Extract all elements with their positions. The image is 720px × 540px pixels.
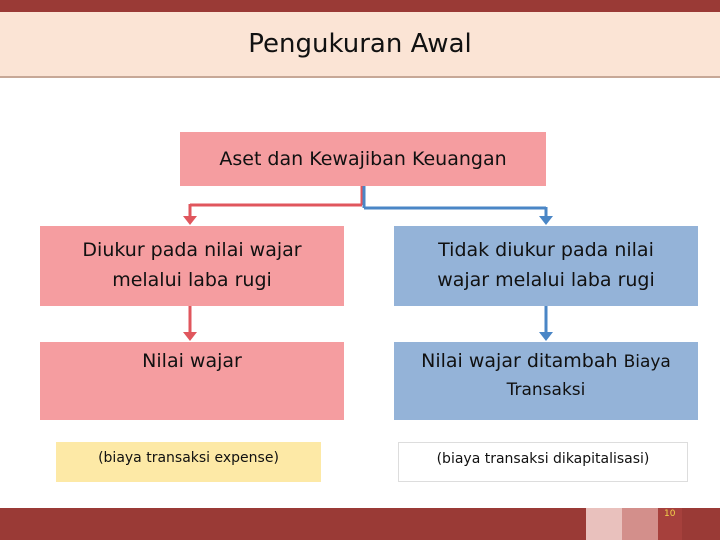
left-level1-node bbox=[40, 226, 344, 306]
right-level1-node bbox=[394, 226, 698, 306]
left-note-label: (biaya transaksi expense) bbox=[98, 450, 279, 466]
red-arrow-head-2 bbox=[183, 332, 197, 341]
right-note-box bbox=[398, 442, 688, 482]
left-level2-node bbox=[40, 342, 344, 420]
right-note-label: (biaya transaksi dikapitalisasi) bbox=[436, 451, 650, 467]
left-level1-line1: Diukur pada nilai wajar bbox=[82, 239, 302, 261]
right-level2-line2: Transaksi bbox=[506, 380, 586, 400]
right-level2-small: Biaya bbox=[623, 352, 671, 372]
footer-square-light bbox=[586, 508, 622, 540]
left-level1-line2: melalui laba rugi bbox=[112, 269, 272, 291]
red-arrow-head-1 bbox=[183, 216, 197, 225]
right-level2-line1 bbox=[421, 350, 671, 372]
left-level2-label: Nilai wajar bbox=[142, 350, 242, 372]
left-note-box bbox=[56, 442, 321, 482]
slide-title: Pengukuran Awal bbox=[248, 29, 472, 59]
right-level1-line1: Tidak diukur pada nilai bbox=[438, 239, 654, 261]
root-node-label: Aset dan Kewajiban Keuangan bbox=[219, 148, 507, 170]
right-level2-node bbox=[394, 342, 698, 420]
right-level1-line2: wajar melalui laba rugi bbox=[437, 269, 655, 291]
blue-arrow-head-1 bbox=[539, 216, 553, 225]
page-number: 10 bbox=[664, 509, 676, 519]
footer-square-medium bbox=[622, 508, 658, 540]
right-level2-main: Nilai wajar ditambah bbox=[421, 350, 618, 372]
blue-arrow-head-2 bbox=[539, 332, 553, 341]
root-node bbox=[180, 132, 546, 186]
